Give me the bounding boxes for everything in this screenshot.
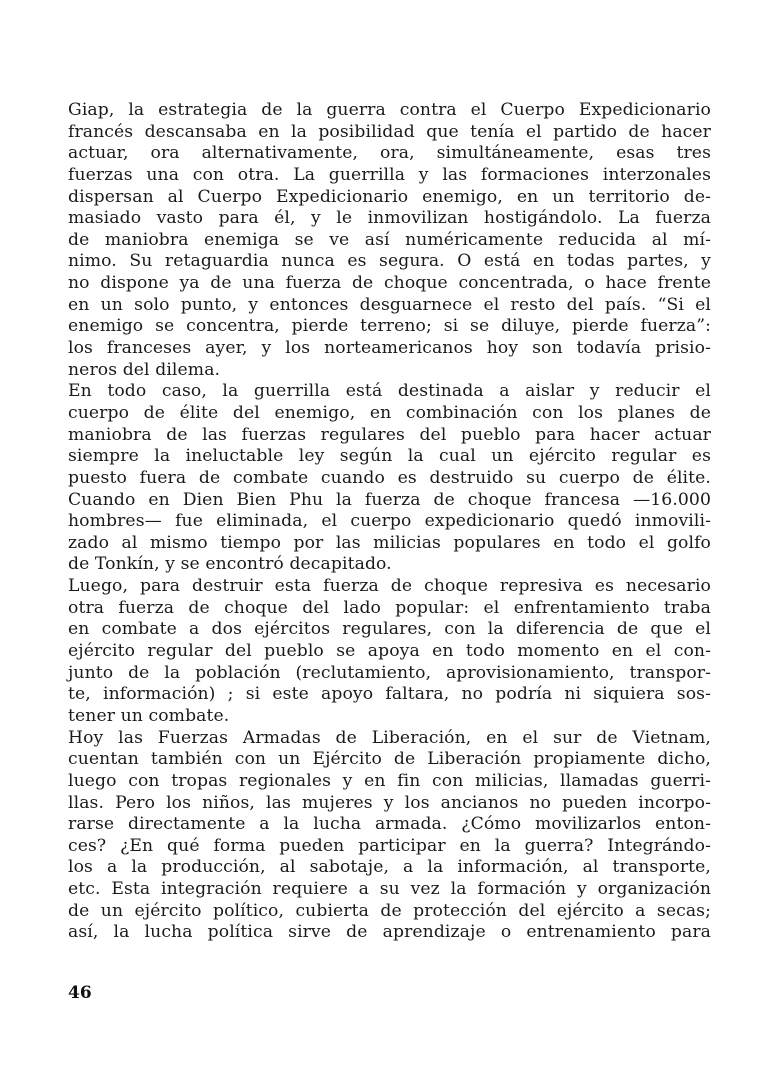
- text-line: Cuando en Dien Bien Phu la fuerza de choque francesa —16.000: [68, 489, 711, 510]
- text-line: zado al mismo tiempo por las milicias populares en todo el golfo: [68, 532, 711, 553]
- page-body: [68, 100, 711, 944]
- text-line: puesto fuera de combate cuando es destruido su cuerpo de élite.: [68, 467, 711, 488]
- text-line: luego con tropas regionales y en fin con milicias, llamadas guerri-: [68, 770, 711, 791]
- text-line: dispersan al Cuerpo Expedicionario enemigo, en un territorio de-: [68, 186, 711, 207]
- text-line: otra fuerza de choque del lado popular: el enfrentamiento traba: [68, 597, 711, 618]
- text-line: en combate a dos ejércitos regulares, con la diferencia de que el: [68, 619, 711, 640]
- text-line: fuerzas una con otra. La guerrilla y las formaciones interzonales: [68, 164, 711, 185]
- text-line: neros del dilema.: [68, 359, 221, 380]
- text-line: junto de la población (reclutamiento, aprovisionamiento, transpor-: [68, 662, 711, 683]
- text-line: los franceses ayer, y los norteamericanos hoy son todavía prisio-: [68, 338, 711, 359]
- text-line: Giap, la estrategia de la guerra contra el Cuerpo Expedicionario: [68, 100, 711, 120]
- text-line: te, información) ; si este apoyo faltara, no podría ni siquiera sos-: [68, 684, 711, 705]
- text-line: maniobra de las fuerzas regulares del pueblo para hacer actuar: [68, 424, 711, 445]
- page-number: 46: [68, 983, 92, 1003]
- text-line: de maniobra enemiga se ve así numéricamente reducida al mí-: [68, 229, 711, 250]
- paragraph-4: [68, 728, 711, 944]
- text-line: ejército regular del pueblo se apoya en todo momento en el con-: [68, 641, 711, 662]
- text-line: cuerpo de élite del enemigo, en combinación con los planes de: [68, 402, 711, 423]
- text-line: siempre la ineluctable ley según la cual un ejército regular es: [68, 446, 711, 467]
- text-line: masiado vasto para él, y le inmovilizan hostigándolo. La fuerza: [68, 208, 711, 229]
- text-line: en un solo punto, y entonces desguarnece el resto del país. “Si el: [68, 294, 711, 315]
- text-line: tener un combate.: [68, 705, 230, 726]
- text-line: enemigo se concentra, pierde terreno; si se diluye, pierde fuerza”:: [68, 316, 711, 337]
- text-line: rarse directamente a la lucha armada. ¿Cómo movilizarlos enton-: [68, 814, 711, 835]
- text-line: de Tonkín, y se encontró decapitado.: [68, 554, 392, 575]
- text-line: no dispone ya de una fuerza de choque concentrada, o hace frente: [68, 273, 711, 294]
- paragraph-2: [68, 381, 711, 576]
- text-line: Luego, para destruir esta fuerza de choque represiva es necesario: [68, 576, 711, 597]
- text-line: nimo. Su retaguardia nunca es segura. O está en todas partes, y: [68, 251, 711, 272]
- text-line: francés descansaba en la posibilidad que tenía el partido de hacer: [68, 121, 711, 142]
- text-line: ces? ¿En qué forma pueden participar en la guerra? Integrándo-: [68, 835, 711, 856]
- paragraph-1: [68, 100, 711, 381]
- text-line: En todo caso, la guerrilla está destinada a aislar y reducir el: [68, 381, 711, 402]
- text-line: Hoy las Fuerzas Armadas de Liberación, en el sur de Vietnam,: [68, 727, 711, 748]
- text-line: así, la lucha política sirve de aprendizaje o entrenamiento para: [68, 922, 711, 943]
- text-line: llas. Pero los niños, las mujeres y los ancianos no pueden incorpo-: [68, 792, 711, 813]
- text-line: los a la producción, al sabotaje, a la información, al transporte,: [68, 857, 711, 878]
- text-line: etc. Esta integración requiere a su vez la formación y organización: [68, 879, 711, 900]
- text-line: cuentan también con un Ejército de Liberación propiamente dicho,: [68, 749, 711, 770]
- text-line: actuar, ora alternativamente, ora, simultáneamente, esas tres: [68, 143, 711, 164]
- text-line: de un ejército político, cubierta de protección del ejército a secas;: [68, 900, 711, 921]
- paragraph-3: [68, 576, 711, 727]
- text-line: hombres— fue eliminada, el cuerpo expedicionario quedó inmovili-: [68, 511, 711, 532]
